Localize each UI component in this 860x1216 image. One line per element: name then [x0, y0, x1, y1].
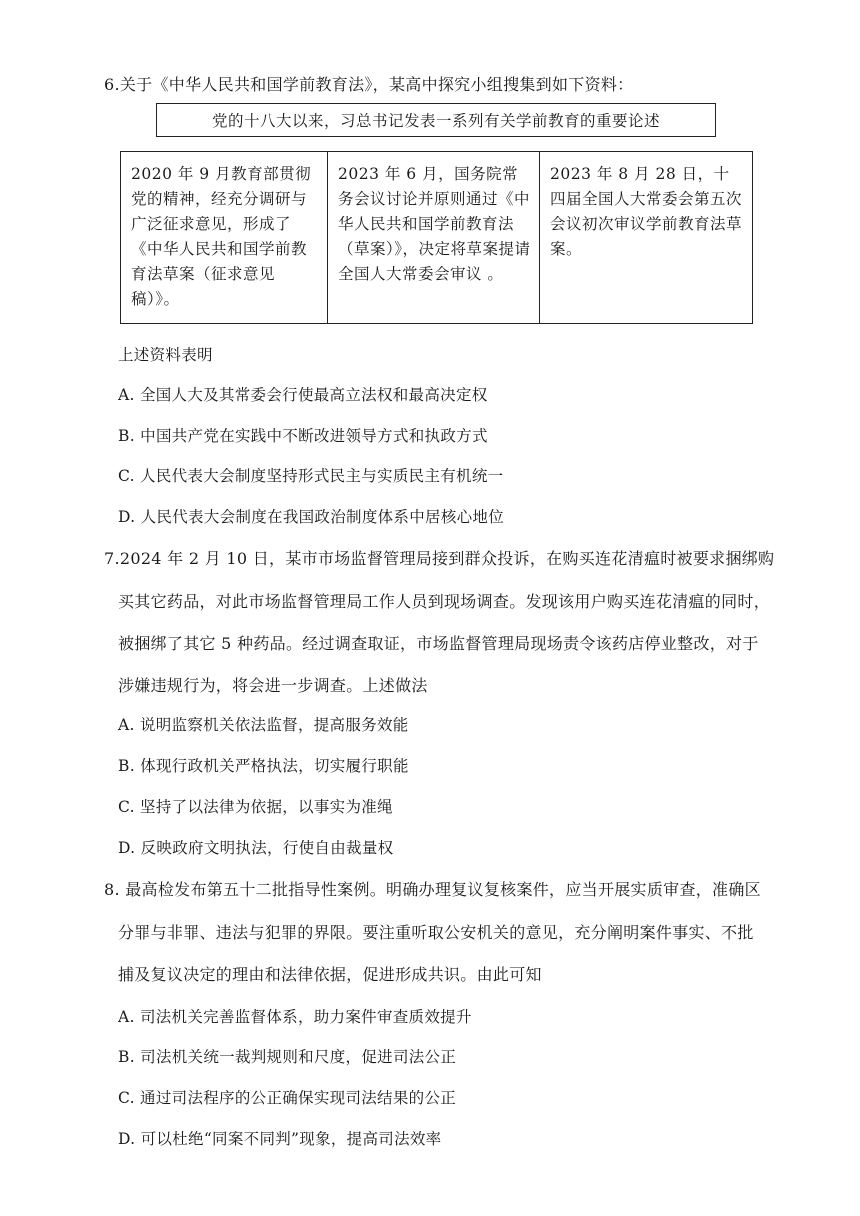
q8-option-d: D. 可以杜绝“同案不同判”现象，提高司法效率: [118, 1130, 442, 1148]
q6-info-cell-2: 2023 年 6 月，国务院常务会议讨论并原则通过《中华人民共和国学前教育法（草案）》，决定将草案提请全国人大常委会审议 。: [327, 152, 539, 323]
q7-stem-line-4: 涉嫌违规行为，将会进一步调查。上述做法: [118, 676, 428, 695]
q8-stem-line-2: 分罪与非罪、违法与犯罪的界限。要注重听取公安机关的意见，充分阐明案件事实、不批: [118, 923, 754, 942]
q8-option-c: C. 通过司法程序的公正确保实现司法结果的公正: [118, 1089, 457, 1107]
q7-option-b: B. 体现行政机关严格执法，切实履行职能: [118, 757, 409, 775]
q6-option-d: D. 人民代表大会制度在我国政治制度体系中居核心地位: [118, 508, 505, 526]
q6-option-a: A. 全国人大及其常委会行使最高立法权和最高决定权: [118, 386, 488, 404]
q6-info-table: [120, 151, 753, 324]
q8-option-b: B. 司法机关统一裁判规则和尺度，促进司法公正: [118, 1048, 457, 1066]
q6-info-cell-1: 2020 年 9 月教育部贯彻党的精神，经充分调研与广泛征求意见，形成了《中华人民共和国学前教育法草案（征求意见稿）》。: [131, 165, 312, 308]
q6-option-b: B. 中国共产党在实践中不断改进领导方式和执政方式: [118, 427, 488, 445]
q7-stem-line-3: 被捆绑了其它 5 种药品。经过调查取证，市场监督管理局现场责令该药店停业整改，对于: [118, 634, 759, 653]
q7-option-c: C. 坚持了以法律为依据，以事实为准绳: [118, 798, 393, 816]
q7-option-d: D. 反映政府文明执法，行使自由裁量权: [118, 839, 394, 857]
q6-option-c: C. 人民代表大会制度坚持形式民主与实质民主有机统一: [118, 467, 504, 485]
q8-stem-line-3: 捕及复议决定的理由和法律依据，促进形成共识。由此可知: [118, 965, 542, 984]
q6-stem: 6.关于《中华人民共和国学前教育法》，某高中探究小组搜集到如下资料：: [104, 75, 634, 94]
q6-info-cell-3: 2023 年 8 月 28 日，十四届全国人大常委会第五次会议初次审议学前教育法草案。: [539, 152, 752, 323]
q7-stem-line-2: 买其它药品，对此市场监督管理局工作人员到现场调查。发现该用户购买连花清瘟的同时，: [118, 592, 771, 611]
q7-stem-line-1: 7.2024 年 2 月 10 日，某市市场监督管理局接到群众投诉，在购买连花清瘟时被要求捆绑购: [104, 549, 775, 568]
q6-title-box: 党的十八大以来，习总书记发表一系列有关学前教育的重要论述: [156, 103, 716, 137]
q8-option-a: A. 司法机关完善监督体系，助力案件审查质效提升: [118, 1008, 472, 1026]
q8-stem-line-1: 8. 最高检发布第五十二批指导性案例。明确办理复议复核案件，应当开展实质审查，准确区: [104, 880, 761, 899]
q6-lead: 上述资料表明: [118, 346, 213, 364]
q7-option-a: A. 说明监察机关依法监督，提高服务效能: [118, 716, 409, 734]
